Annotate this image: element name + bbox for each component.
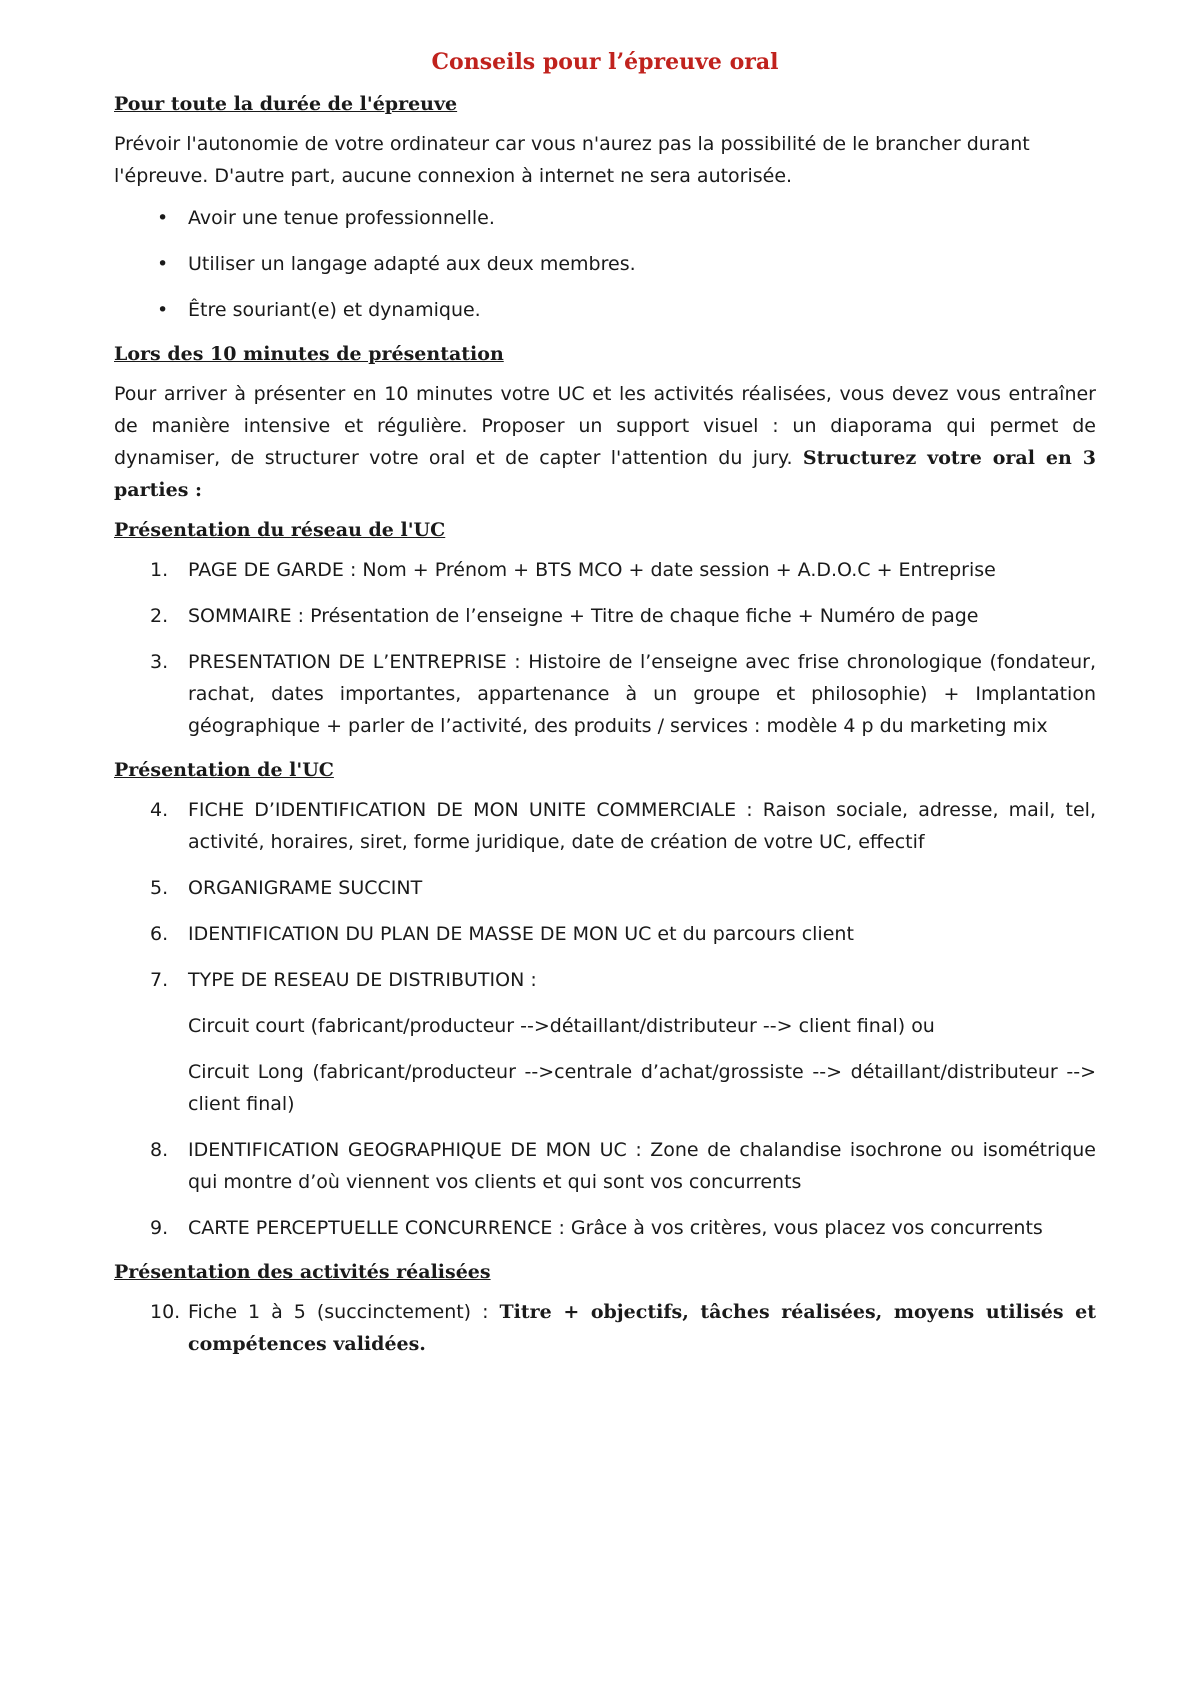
list-item: 10. Fiche 1 à 5 (succinctement) : Titre + objectifs, tâches réalisées, moyens utilisés et compétences validées. bbox=[150, 1301, 1097, 1355]
numbered-list-reseau bbox=[114, 554, 1096, 742]
section-heading-reseau: Présentation du réseau de l'UC bbox=[114, 519, 446, 541]
list-item: 3. PRESENTATION DE L’ENTREPRISE : Histoire de l’enseigne avec frise chronologique (fondateur, rachat, dates importantes, appartenance à un groupe et philosophie) + Implantation géographique + parler de l’activité, des produits / services : modèle 4 p du marketing mix bbox=[150, 651, 1096, 737]
paragraph-bold-structure: Structurez votre oral en 3 parties : bbox=[114, 447, 1096, 501]
section-heading-activites: Présentation des activités réalisées bbox=[114, 1261, 491, 1283]
bullet-icon: • bbox=[157, 299, 169, 321]
section-heading-duree: Pour toute la durée de l'épreuve bbox=[114, 93, 458, 115]
circuit-court-text: Circuit court (fabricant/producteur -->détaillant/distributeur --> client final) ou bbox=[188, 1015, 935, 1037]
section-heading-10-minutes: Lors des 10 minutes de présentation bbox=[114, 343, 504, 365]
bullet-list bbox=[114, 202, 1096, 326]
list-item: 5. ORGANIGRAME SUCCINT bbox=[150, 877, 423, 899]
bullet-item: • Utiliser un langage adapté aux deux membres. bbox=[114, 248, 1096, 280]
list-item: 6. IDENTIFICATION DU PLAN DE MASSE DE MON UC et du parcours client bbox=[150, 923, 854, 945]
list-item: 8. IDENTIFICATION GEOGRAPHIQUE DE MON UC : Zone de chalandise isochrone ou isométrique qui montre d’où viennent vos clients et qui sont vos concurrents bbox=[150, 1139, 1096, 1193]
list-item: 9. CARTE PERCEPTUELLE CONCURRENCE : Grâce à vos critères, vous placez vos concurrents bbox=[150, 1217, 1043, 1239]
bullet-item: • Avoir une tenue professionnelle. bbox=[114, 202, 1096, 234]
bullet-item: • Être souriant(e) et dynamique. bbox=[114, 294, 1096, 326]
paragraph-autonomie: Prévoir l'autonomie de votre ordinateur car vous n'aurez pas la possibilité de le brancher durant l'épreuve. D'autre part, aucune connexion à internet ne sera autorisée. bbox=[114, 133, 1030, 187]
numbered-list-uc bbox=[114, 794, 1096, 996]
numbered-list-activites bbox=[114, 1296, 1096, 1360]
numbered-list-uc-continued bbox=[114, 1134, 1096, 1244]
paragraph-presentation: Pour arriver à présenter en 10 minutes votre UC et les activités réalisées, vous devez vous entraîner de manière intensive et régulière. Proposer un support visuel : un diaporama qui permet de dynamiser, de structurer votre oral et de capter l'attention du jury. Structurez votre oral en 3 parties : bbox=[114, 383, 1096, 501]
circuit-long-text: Circuit Long (fabricant/producteur -->centrale d’achat/grossiste --> détaillant/distributeur --> client final) bbox=[188, 1061, 1096, 1115]
document-page bbox=[114, 46, 1096, 1374]
list-item: 2. SOMMAIRE : Présentation de l’enseigne + Titre de chaque fiche + Numéro de page bbox=[150, 605, 979, 627]
list-item: 7. TYPE DE RESEAU DE DISTRIBUTION : bbox=[150, 969, 537, 991]
list-item: 1. PAGE DE GARDE : Nom + Prénom + BTS MCO + date session + A.D.O.C + Entreprise bbox=[150, 559, 996, 581]
bullet-icon: • bbox=[157, 253, 169, 275]
section-heading-uc: Présentation de l'UC bbox=[114, 759, 334, 781]
list-item: 4. FICHE D’IDENTIFICATION DE MON UNITE COMMERCIALE : Raison sociale, adresse, mail, tel, activité, horaires, siret, forme juridique, date de création de votre UC, effectif bbox=[150, 799, 1096, 853]
bullet-icon: • bbox=[157, 207, 169, 229]
document-title: Conseils pour l’épreuve oral bbox=[431, 49, 779, 75]
item-bold-text: Titre + objectifs, tâches réalisées, moyens utilisés et compétences validées. bbox=[188, 1301, 1097, 1355]
